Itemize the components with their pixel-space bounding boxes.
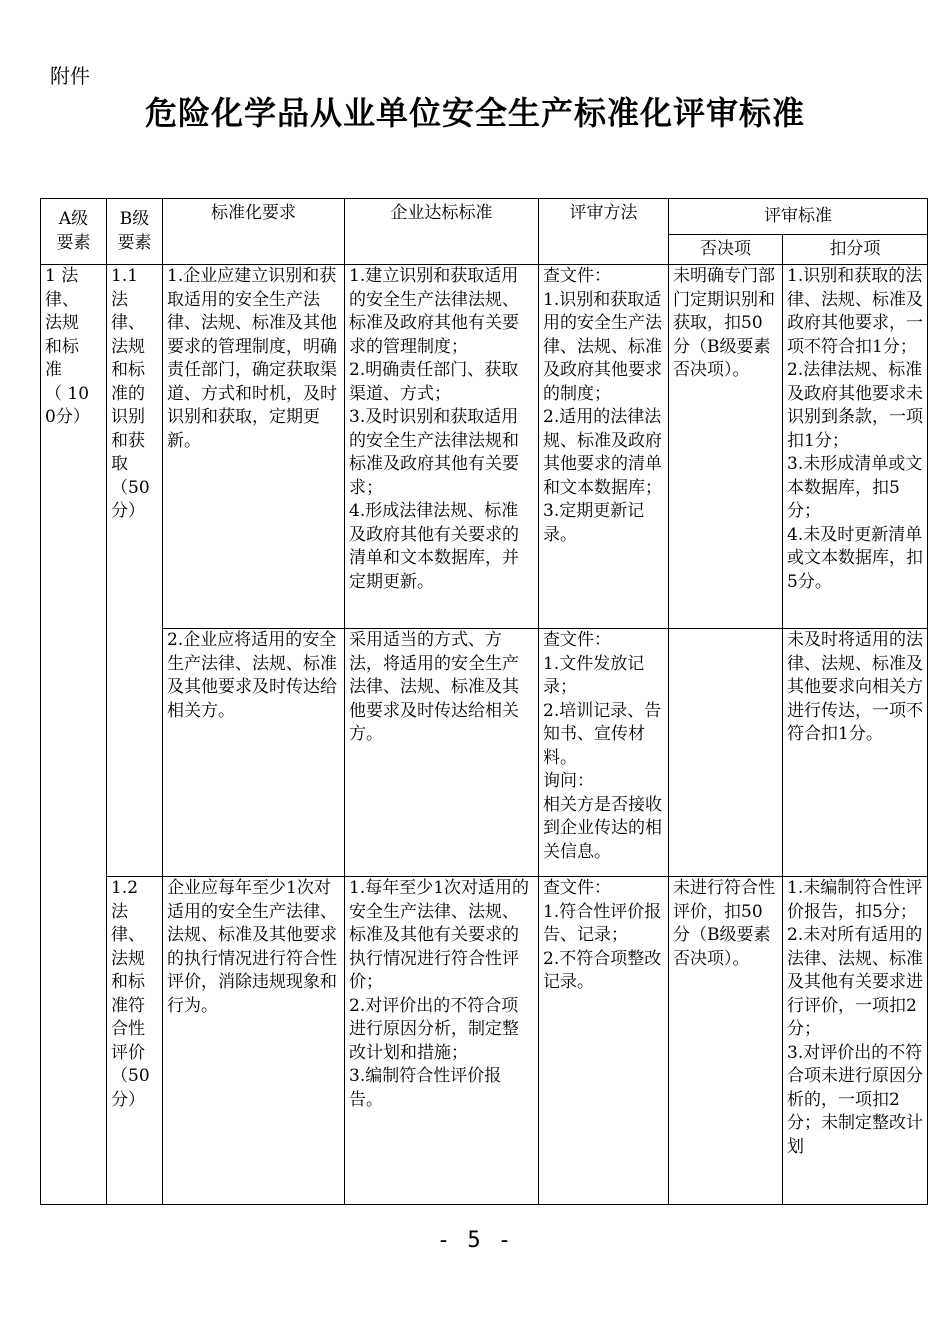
review-method-cell: 查文件： 1.识别和获取适用的安全生产法律、法规、标准及政府其他要求的制度； 2.适用的法律法规、标准及政府其他要求的清单和文本数据库； 3.定期更新记录。	[539, 265, 669, 629]
review-method-cell: 查文件： 1.符合性评价报告、记录； 2.不符合项整改记录。	[539, 877, 669, 1205]
requirement-cell: 1.企业应建立识别和获取适用的安全生产法律、法规、标准及其他要求的管理制度，明确责任部门，确定获取渠道、方式和时机，及时识别和获取，定期更新。	[163, 265, 345, 629]
compliance-standard-cell: 1.每年至少1次对适用的安全生产法律、法规、标准及其他有关要求的执行情况进行符合性评价； 2.对评价出的不符合项进行原因分析，制定整改计划和措施； 3.编制符合性评价报告。	[345, 877, 539, 1205]
requirement-cell: 2.企业应将适用的安全生产法律、法规、标准及其他要求及时传达给相关方。	[163, 629, 345, 877]
table-row	[41, 877, 928, 1205]
annex-label: 附件	[50, 64, 90, 88]
table-row	[41, 265, 928, 629]
veto-cell: 未进行符合性评价，扣50分（B级要素否决项）。	[669, 877, 783, 1205]
header-review-criteria: 评审标准	[669, 199, 928, 235]
deduction-cell: 1.未编制符合性评价报告，扣5分； 2.未对所有适用的法律、法规、标准及其他有关要求进行评价，一项扣2分； 3.对评价出的不符合项未进行原因分析的，一项扣2分；未制定整改计划	[783, 877, 928, 1205]
deduction-cell: 未及时将适用的法律、法规、标准及其他要求向相关方进行传达，一项不符合扣1分。	[783, 629, 928, 877]
veto-cell: 未明确专门部门定期识别和获取，扣50分（B级要素否决项）。	[669, 265, 783, 629]
review-method-cell: 查文件： 1.文件发放记录； 2.培训记录、告知书、宣传材料。 询问： 相关方是否接收到企业传达的相关信息。	[539, 629, 669, 877]
header-b-element: B级 要素	[107, 199, 163, 265]
page-number: - 5 -	[436, 1228, 514, 1253]
header-deduction-item: 扣分项	[783, 235, 928, 265]
b-element-cell: 1.1 法 律、 法规 和标 准的 识别 和获 取 （50 分）	[107, 265, 163, 877]
compliance-standard-cell: 采用适当的方式、方法，将适用的安全生产法律、法规、标准及其他要求及时传达给相关方。	[345, 629, 539, 877]
document-title: 危险化学品从业单位安全生产标准化评审标准	[144, 94, 805, 132]
veto-cell	[669, 629, 783, 877]
deduction-cell: 1.识别和获取的法律、法规、标准及政府其他要求，一项不符合扣1分； 2.法律法规、标准及政府其他要求未识别到条款，一项扣1分； 3.未形成清单或文本数据库，扣5分； 4.未及时更新清单或文本数据库，扣5分。	[783, 265, 928, 629]
compliance-standard-cell: 1.建立识别和获取适用的安全生产法律法规、标准及政府其他有关要求的管理制度； 2.明确责任部门、获取渠道、方式； 3.及时识别和获取适用的安全生产法律法规和标准及政府其他有关要求； 4.形成法律法规、标准及政府其他有关要求的清单和文本数据库，并定期更新。	[345, 265, 539, 629]
review-standard-table	[40, 198, 928, 1205]
requirement-cell: 企业应每年至少1次对适用的安全生产法律、法规、标准及其他要求的执行情况进行符合性评价，消除违规现象和行为。	[163, 877, 345, 1205]
header-a-element: A级 要素	[41, 199, 107, 265]
header-row-1	[41, 199, 928, 235]
header-review-method: 评审方法	[539, 199, 669, 265]
b-element-cell: 1.2 法 律、 法规 和标 准符 合性 评价 （50 分）	[107, 877, 163, 1205]
a-element-cell: 1 法 律、 法规 和标 准 （ 10 0分）	[41, 265, 107, 1205]
header-compliance-standard: 企业达标标准	[345, 199, 539, 265]
table-row	[41, 629, 928, 877]
header-requirement: 标准化要求	[163, 199, 345, 265]
header-veto-item: 否决项	[669, 235, 783, 265]
